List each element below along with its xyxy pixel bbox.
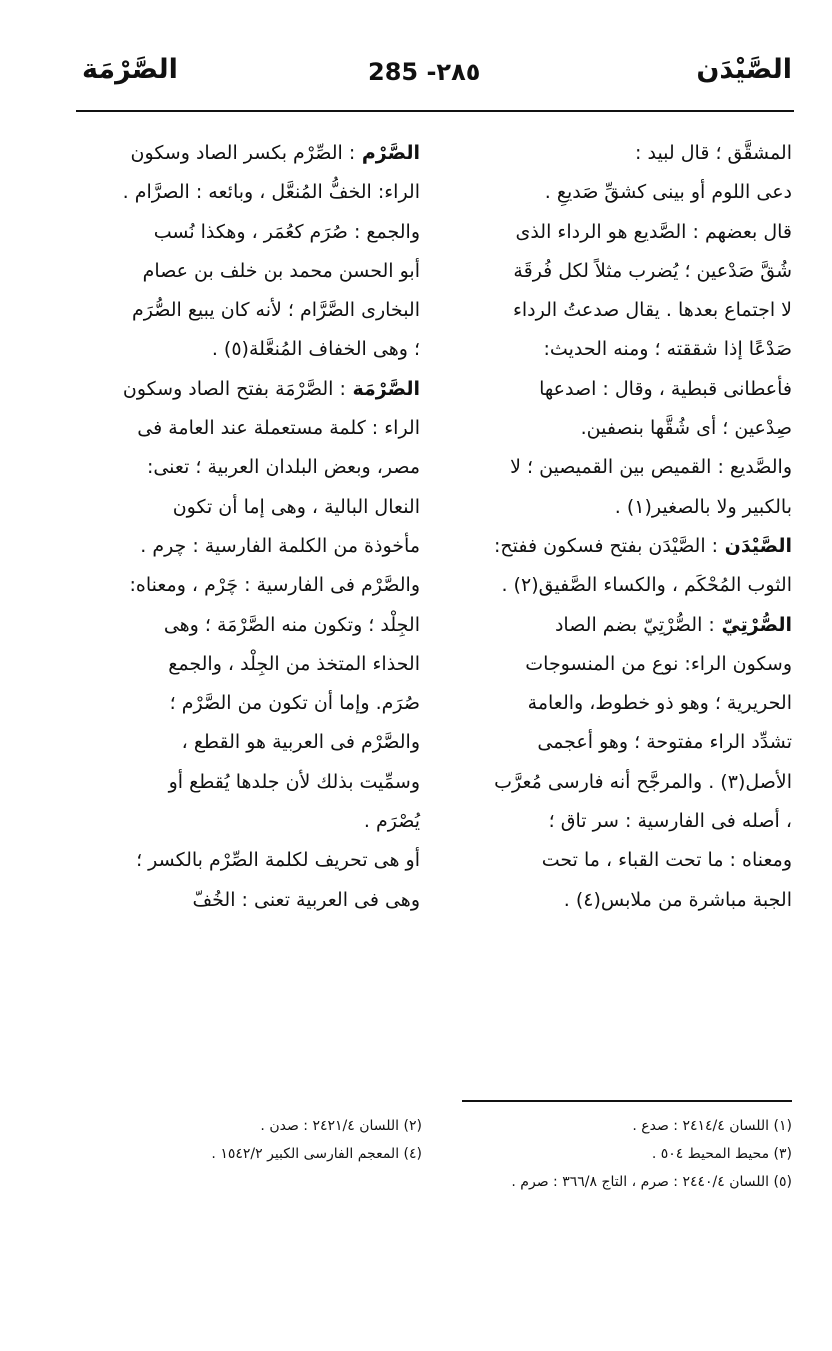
text-line: وسكون الراء: نوع من المنسوجات [525, 652, 792, 675]
text-line: الراء : كلمة مستعملة عند العامة فى [137, 417, 420, 440]
running-title-left: الصَّرْمَة [82, 54, 178, 85]
text-line: دعى اللوم أو بينى كشقِّ صَديعِ . [544, 181, 792, 204]
entry-headword: الصَّيْدَن [718, 534, 792, 557]
footnote-row [76, 1168, 792, 1196]
text-line: والصَّرْم فى العربية هو القطع ، [181, 731, 420, 754]
text-line: أو هى تحريف لكلمة الصِّرْم بالكسر ؛ [136, 849, 420, 872]
text-line: المشقَّق ؛ قال لبيد : [635, 142, 792, 164]
text-line: مأخوذة من الكلمة الفارسية : چرم . [140, 534, 420, 557]
text-line: تشدِّد الراء مفتوحة ؛ وهو أعجمى [537, 731, 792, 754]
text-line: صَدْعًا إذا شققته ؛ ومنه الحديث: [543, 338, 792, 361]
header-rule [76, 110, 794, 112]
text-line: الراء: الخفُّ المُنعَّل ، وبائعه : الصرَّام . [122, 181, 420, 204]
text-line: الثوب المُحْكَم ، والكساء الصَّفيق(٢) . [501, 574, 792, 597]
text-line: وهى فى العربية تعنى : الخُفّ [192, 888, 420, 911]
text-line: صُرَم. وإما أن تكون من الصَّرْم ؛ [169, 692, 420, 715]
text-line: مصر، وبعض البلدان العربية ؛ تعنى: [146, 456, 420, 479]
text-line: لا اجتماع بعدها . يقال صدعتُ الرداء [512, 299, 792, 322]
footnote-row [76, 1112, 792, 1140]
text-line: الجِلْد ؛ وتكون منه الصَّرْمَة ؛ وهى [163, 613, 420, 636]
footnote-row [76, 1140, 792, 1168]
text-line: يُصْرَم . [363, 810, 420, 833]
running-title-right: الصَّيْدَن [696, 54, 792, 85]
text-line: الحذاء المتخذ من الجِلْد ، والجمع [168, 652, 420, 675]
right-column [448, 134, 792, 920]
footnote-3: (٣) محيط المحيط ٥٠٤ . [651, 1146, 792, 1162]
footnote-4: (٤) المعجم الفارسى الكبير ١٥٤٢/٢ . [211, 1146, 422, 1162]
text-line: ، أصله فى الفارسية : سر تاق ؛ [548, 810, 792, 833]
text-line: والصَّديع : القميص بين القميصين ؛ لا [510, 456, 792, 479]
entry-headword: الصَّرْمَة [345, 377, 420, 400]
text-line: الأصل(٣) . والمرجَّح أنه فارسى مُعرَّب [494, 770, 792, 793]
text-line: الجبة مباشرة من ملابس(٤) . [563, 888, 792, 911]
footnote-rule [462, 1100, 792, 1102]
text-line: ؛ وهى الخفاف المُنعَّلة(٥) . [211, 338, 420, 361]
footnote-5: (٥) اللسان ٢٤٤٠/٤ : صرم ، التاج ٣٦٦/٨ : صرم . [511, 1174, 792, 1190]
entry-line-surti: الصُّرْتِيّ : الصُّرْتِيّ بضم الصاد [554, 613, 792, 636]
left-column [76, 134, 420, 920]
text-line: والجمع : صُرَم كعُمَر ، وهكذا نُسب [153, 220, 420, 243]
text-line: قال بعضهم : الصَّديع هو الرداء الذى [515, 220, 792, 243]
text-line: والصَّرْم فى الفارسية : چَرْم ، ومعناه: [129, 574, 420, 597]
text-line: ومعناه : ما تحت القباء ، ما تحت [541, 849, 792, 872]
text-line: النعال البالية ، وهى إما أن تكون [172, 495, 420, 518]
text-line: بالكبير ولا بالصغير(١) . [614, 495, 792, 518]
footnote-1: (١) اللسان ٢٤١٤/٤ : صدع . [632, 1118, 792, 1134]
entry-headword: الصُّرْتِيّ [714, 613, 792, 636]
footnotes [76, 1112, 792, 1196]
text-line: أبو الحسن محمد بن خلف بن عصام [142, 259, 420, 282]
text-line: وسمِّيت بذلك لأن جلدها يُقطع أو [168, 770, 420, 793]
text-line: شُقَّ صَدْعين ؛ يُضرب مثلاً لكل فُرقَة [513, 259, 792, 282]
entry-headword: الصَّرْم [355, 142, 420, 164]
footnote-2: (٢) اللسان ٢٤٢١/٤ : صدن . [260, 1118, 422, 1134]
entry-line-sirm: الصَّرْم : الصِّرْم بكسر الصاد وسكون [130, 142, 420, 164]
text-line: الحريرية ؛ وهو ذو خطوط، والعامة [527, 692, 792, 715]
entry-line-sarma: الصَّرْمَة : الصَّرْمَة بفتح الصاد وسكون [122, 377, 420, 400]
text-line: البخارى الصَّرَّام ؛ لأنه كان يبيع الصُّرَم [131, 299, 420, 322]
text-line: صِدْعين ؛ أى شُقَّها بنصفين. [580, 417, 792, 440]
text-line: فأعطانى قبطية ، وقال : اصدعها [539, 377, 792, 400]
entry-line-saydan: الصَّيْدَن : الصَّيْدَن بفتح فسكون ففتح: [494, 534, 792, 557]
page-number: 285 -٢٨٥ [368, 58, 481, 86]
page-header [82, 54, 792, 102]
